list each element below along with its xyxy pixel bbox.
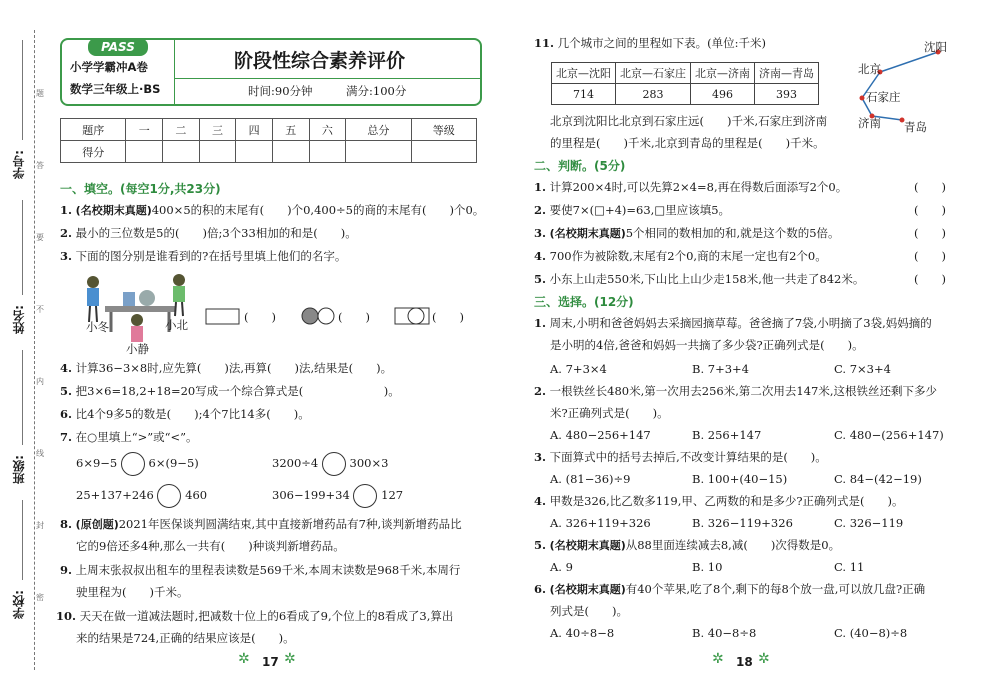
compare-1 bbox=[76, 452, 199, 476]
question-text: 一根铁丝长480米,第一次用去256米,第二次用去147米,这根铁丝还剩下多少 bbox=[549, 384, 937, 398]
binding-line bbox=[34, 30, 35, 670]
compare-3 bbox=[76, 484, 207, 508]
option-b[interactable]: B. 40−8÷8 bbox=[692, 626, 757, 640]
table-cell: 496 bbox=[691, 84, 755, 105]
option-c[interactable]: C. 11 bbox=[834, 560, 865, 574]
table-row bbox=[61, 141, 477, 163]
option-b[interactable]: B. 7+3+4 bbox=[692, 362, 749, 376]
question-text: 700作为被除数,末尾有2个0,商的末尾一定也有2个0。 bbox=[549, 249, 827, 263]
table-cell: 283 bbox=[616, 84, 691, 105]
question-3: 3. 下面的图分别是谁看到的?在括号里填上他们的名字。 bbox=[60, 249, 347, 263]
name-xiaojing: 小静 bbox=[126, 342, 149, 356]
palm-tree-icon: ✲ bbox=[284, 651, 296, 667]
question-10-cont: 来的结果是724,正确的结果应该是( )。 bbox=[76, 631, 295, 645]
judge-4: 4. 700作为被除数,末尾有2个0,商的末尾一定也有2个0。 bbox=[534, 249, 827, 263]
page-number: 18 bbox=[736, 655, 753, 669]
table-cell: 393 bbox=[755, 84, 819, 105]
view-rectangle-figure bbox=[205, 308, 241, 326]
table-row bbox=[552, 84, 819, 105]
view-2-answer[interactable]: ( ) bbox=[338, 310, 370, 324]
option-a[interactable]: A. 40÷8−8 bbox=[550, 626, 615, 640]
distance-table bbox=[551, 62, 819, 105]
map-beijing: 北京 bbox=[858, 62, 881, 76]
map-qingdao: 青岛 bbox=[904, 120, 927, 134]
compare-right: 300×3 bbox=[349, 456, 389, 470]
choice-3: 3. 下面算式中的括号去掉后,不改变计算结果的是( )。 bbox=[534, 450, 827, 464]
question-text: 天天在做一道减法题时,把减数十位上的6看成了9,个位上的8看成了3,算出 bbox=[79, 609, 454, 623]
question-text: 最小的三位数是5的( )倍;3个33相加的和是( )。 bbox=[75, 226, 357, 240]
choice-6-cont: 列式是( )。 bbox=[550, 604, 628, 618]
page-title: 阶段性综合素养评价 bbox=[234, 50, 406, 72]
compare-left: 6×9−5 bbox=[76, 456, 118, 470]
palm-tree-icon: ✲ bbox=[238, 651, 250, 667]
choice-2: 2. 一根铁丝长480米,第一次用去256米,第二次用去147米,这根铁丝还剩下多少 bbox=[534, 384, 937, 398]
option-b[interactable]: B. 100+(40−15) bbox=[692, 472, 788, 486]
header-divider bbox=[174, 40, 175, 104]
question-text: 5个相同的数相加的和,就是这个数的5倍。 bbox=[625, 226, 840, 240]
question-text: 小东上山走550米,下山比上山少走158米,他一共走了842米。 bbox=[549, 272, 865, 286]
option-a[interactable]: A. (81−36)÷9 bbox=[550, 472, 631, 486]
student-number-line bbox=[22, 40, 23, 140]
table-cell: 一 bbox=[126, 119, 163, 141]
score-input-cell[interactable] bbox=[309, 141, 346, 163]
choice-5: 5. (名校期末真题)从88里面连续减去8,减( )次得数是0。 bbox=[534, 538, 841, 552]
score-input-cell[interactable] bbox=[199, 141, 236, 163]
question-11-text-b: 的里程是( )千米,北京到青岛的里程是( )千米。 bbox=[550, 136, 825, 150]
name-xiaodong: 小冬 bbox=[86, 320, 109, 334]
compare-left: 306−199+34 bbox=[272, 488, 350, 502]
option-b[interactable]: B. 326−119+326 bbox=[692, 516, 793, 530]
choice-6: 6. (名校期末真题)有40个苹果,吃了8个,剩下的每8个放一盘,可以放几盘?正确 bbox=[534, 582, 926, 596]
question-tag: (原创题) bbox=[75, 518, 119, 531]
margin-word: 要 bbox=[36, 233, 44, 242]
student-number-label: 学号: bbox=[12, 150, 26, 179]
compare-left: 3200÷4 bbox=[272, 456, 319, 470]
view-3-answer[interactable]: ( ) bbox=[432, 310, 464, 324]
compare-circle[interactable] bbox=[121, 452, 145, 476]
question-text: 要使7×(□+4)=63,□里应该填5。 bbox=[549, 203, 731, 217]
question-7: 7. 在○里填上“>”或“<”。 bbox=[60, 430, 198, 444]
view-two-circles-figure bbox=[300, 306, 340, 326]
question-tag: (名校期末真题) bbox=[549, 583, 626, 596]
palm-tree-icon: ✲ bbox=[712, 651, 724, 667]
margin-word: 封 bbox=[36, 521, 44, 530]
table-header: 北京—济南 bbox=[691, 63, 755, 84]
question-text: 周末,小明和爸爸妈妈去采摘园摘草莓。爸爸摘了7袋,小明摘了3袋,妈妈摘的 bbox=[549, 316, 932, 330]
compare-left: 25+137+246 bbox=[76, 488, 154, 502]
school-label: 学校: bbox=[12, 590, 26, 619]
table-row bbox=[61, 119, 477, 141]
compare-2 bbox=[272, 452, 388, 476]
question-text: 下面的图分别是谁看到的?在括号里填上他们的名字。 bbox=[75, 249, 347, 263]
compare-4 bbox=[272, 484, 403, 508]
name-xiaobei: 小北 bbox=[165, 318, 188, 332]
kids-table-illustration bbox=[75, 270, 195, 352]
score-input-cell[interactable] bbox=[346, 141, 411, 163]
question-tag: (名校期末真题) bbox=[549, 227, 626, 240]
compare-circle[interactable] bbox=[157, 484, 181, 508]
table-cell: 六 bbox=[309, 119, 346, 141]
option-a[interactable]: A. 326+119+326 bbox=[550, 516, 651, 530]
table-header: 北京—石家庄 bbox=[616, 63, 691, 84]
question-text: 计算200×4时,可以先算2×4=8,再在得数后面添写2个0。 bbox=[549, 180, 848, 194]
score-table bbox=[60, 118, 477, 163]
exam-header bbox=[60, 38, 482, 106]
question-5: 5. 把3×6=18,2+18=20写成一个综合算式是( )。 bbox=[60, 384, 400, 398]
margin-word: 内 bbox=[36, 377, 44, 386]
table-header: 济南—青岛 bbox=[755, 63, 819, 84]
option-c[interactable]: C. 7×3+4 bbox=[834, 362, 891, 376]
compare-right: 460 bbox=[185, 488, 208, 502]
table-cell: 二 bbox=[163, 119, 200, 141]
palm-tree-icon: ✲ bbox=[758, 651, 770, 667]
map-jinan: 济南 bbox=[858, 116, 881, 130]
judge-answer[interactable]: ( ) bbox=[914, 203, 946, 217]
class-label: 班级: bbox=[12, 455, 26, 484]
question-6: 6. 比4个9多5的数是( );4个7比14多( )。 bbox=[60, 407, 310, 421]
question-text: 甲数是326,比乙数多119,甲、乙两数的和是多少?正确列式是( )。 bbox=[549, 494, 904, 508]
table-cell: 五 bbox=[272, 119, 309, 141]
option-a[interactable]: A. 9 bbox=[550, 560, 573, 574]
full-score: 满分:100分 bbox=[346, 84, 407, 98]
margin-word: 答 bbox=[36, 161, 44, 170]
section-fill-blank: 一、填空。(每空1分,共23分) bbox=[60, 182, 221, 196]
judge-5: 5. 小东上山走550米,下山比上山少走158米,他一共走了842米。 bbox=[534, 272, 865, 286]
grade-label: 数学三年级上·BS bbox=[70, 82, 161, 96]
page-number: 17 bbox=[262, 655, 279, 669]
option-c[interactable]: C. 326−119 bbox=[834, 516, 904, 530]
question-text: 在○里填上“>”或“<”。 bbox=[75, 430, 198, 444]
question-8: 8. (原创题)2021年医保谈判圆满结束,其中直接新增药品有7种,谈判新增药品比 bbox=[60, 517, 462, 531]
compare-circle[interactable] bbox=[353, 484, 377, 508]
table-row bbox=[552, 63, 819, 84]
brand-logo: PASS bbox=[88, 38, 148, 56]
name-line bbox=[22, 200, 23, 295]
name-label: 姓名: bbox=[12, 305, 26, 334]
choice-1-cont: 是小明的4倍,爸爸和妈妈一共摘了多少袋?正确列式是( )。 bbox=[550, 338, 864, 352]
choice-4: 4. 甲数是326,比乙数多119,甲、乙两数的和是多少?正确列式是( )。 bbox=[534, 494, 904, 508]
map-shijiazhuang: 石家庄 bbox=[866, 90, 901, 104]
table-cell: 得分 bbox=[61, 141, 126, 163]
question-10: 10. 天天在做一道减法题时,把减数十位上的6看成了9,个位上的8看成了3,算出 bbox=[56, 609, 454, 623]
header-rule bbox=[174, 78, 480, 79]
table-cell: 等级 bbox=[411, 119, 476, 141]
score-input-cell[interactable] bbox=[126, 141, 163, 163]
option-b[interactable]: B. 10 bbox=[692, 560, 723, 574]
option-c[interactable]: C. 480−(256+147) bbox=[834, 428, 944, 442]
table-cell: 三 bbox=[199, 119, 236, 141]
question-tag: (名校期末真题) bbox=[549, 539, 626, 552]
question-text: 有40个苹果,吃了8个,剩下的每8个放一盘,可以放几盘?正确 bbox=[625, 582, 926, 596]
question-text: 比4个9多5的数是( );4个7比14多( )。 bbox=[75, 407, 310, 421]
class-line bbox=[22, 350, 23, 445]
judge-answer[interactable]: ( ) bbox=[914, 226, 946, 240]
table-cell: 四 bbox=[236, 119, 273, 141]
question-11: 11. 几个城市之间的里程如下表。(单位:千米) bbox=[534, 36, 767, 50]
table-cell: 714 bbox=[552, 84, 616, 105]
table-cell: 总分 bbox=[346, 119, 411, 141]
option-c[interactable]: C. (40−8)÷8 bbox=[834, 626, 908, 640]
question-tag: (名校期末真题) bbox=[75, 204, 152, 217]
choice-1: 1. 周末,小明和爸爸妈妈去采摘园摘草莓。爸爸摘了7袋,小明摘了3袋,妈妈摘的 bbox=[534, 316, 932, 330]
school-line bbox=[22, 500, 23, 580]
option-b[interactable]: B. 256+147 bbox=[692, 428, 762, 442]
judge-answer[interactable]: ( ) bbox=[914, 249, 946, 263]
choice-2-cont: 米?正确列式是( )。 bbox=[550, 406, 669, 420]
question-9-cont: 驶里程为( )千米。 bbox=[76, 585, 189, 599]
question-8-cont: 它的9倍还多4种,那么一共有( )种谈判新增药品。 bbox=[76, 539, 345, 553]
view-1-answer[interactable]: ( ) bbox=[244, 310, 276, 324]
question-text: 几个城市之间的里程如下表。(单位:千米) bbox=[557, 36, 767, 50]
score-input-cell[interactable] bbox=[236, 141, 273, 163]
question-text: 下面算式中的括号去掉后,不改变计算结果的是( )。 bbox=[549, 450, 827, 464]
section-choice: 三、选择。(12分) bbox=[534, 295, 634, 309]
question-2: 2. 最小的三位数是5的( )倍;3个33相加的和是( )。 bbox=[60, 226, 357, 240]
option-a[interactable]: A. 480−256+147 bbox=[550, 428, 651, 442]
section-judgement: 二、判断。(5分) bbox=[534, 159, 626, 173]
judge-answer[interactable]: ( ) bbox=[914, 272, 946, 286]
judge-1: 1. 计算200×4时,可以先算2×4=8,再在得数后面添写2个0。 bbox=[534, 180, 848, 194]
question-text: 把3×6=18,2+18=20写成一个综合算式是( )。 bbox=[75, 384, 400, 398]
compare-right: 6×(9−5) bbox=[148, 456, 199, 470]
margin-word: 密 bbox=[36, 593, 44, 602]
table-cell: 题序 bbox=[61, 119, 126, 141]
compare-right: 127 bbox=[381, 488, 404, 502]
judge-answer[interactable]: ( ) bbox=[914, 180, 946, 194]
score-input-cell[interactable] bbox=[272, 141, 309, 163]
option-a[interactable]: A. 7+3×4 bbox=[550, 362, 607, 376]
score-input-cell[interactable] bbox=[411, 141, 476, 163]
question-text: 上周末张叔叔出租车的里程表读数是569千米,本周末读数是968千米,本周行 bbox=[75, 563, 461, 577]
question-11-text-a: 北京到沈阳比北京到石家庄远( )千米,石家庄到济南 bbox=[550, 114, 828, 128]
question-text: 从88里面连续减去8,减( )次得数是0。 bbox=[625, 538, 841, 552]
map-shenyang: 沈阳 bbox=[924, 40, 947, 54]
question-text: 400×5的积的末尾有( )个0,400÷5的商的末尾有( )个0。 bbox=[151, 203, 485, 217]
judge-2: 2. 要使7×(□+4)=63,□里应该填5。 bbox=[534, 203, 731, 217]
question-text: 2021年医保谈判圆满结束,其中直接新增药品有7种,谈判新增药品比 bbox=[118, 517, 462, 531]
exam-time: 时间:90分钟 bbox=[248, 84, 313, 98]
table-header: 北京—沈阳 bbox=[552, 63, 616, 84]
option-c[interactable]: C. 84−(42−19) bbox=[834, 472, 922, 486]
question-4: 4. 计算36−3×8时,应先算( )法,再算( )法,结果是( )。 bbox=[60, 361, 393, 375]
judge-3: 3. (名校期末真题)5个相同的数相加的和,就是这个数的5倍。 bbox=[534, 226, 840, 240]
question-1: 1. (名校期末真题)400×5的积的末尾有( )个0,400÷5的商的末尾有( )个0。 bbox=[60, 203, 485, 217]
compare-circle[interactable] bbox=[322, 452, 346, 476]
question-9: 9. 上周末张叔叔出租车的里程表读数是569千米,本周末读数是968千米,本周行 bbox=[60, 563, 461, 577]
margin-word: 不 bbox=[36, 305, 44, 314]
margin-word: 线 bbox=[36, 449, 44, 458]
margin-word: 题 bbox=[36, 89, 44, 98]
question-text: 计算36−3×8时,应先算( )法,再算( )法,结果是( )。 bbox=[75, 361, 393, 375]
view-rect-circle-figure bbox=[394, 306, 434, 326]
score-input-cell[interactable] bbox=[163, 141, 200, 163]
series-name: 小学学霸冲A卷 bbox=[70, 60, 148, 74]
